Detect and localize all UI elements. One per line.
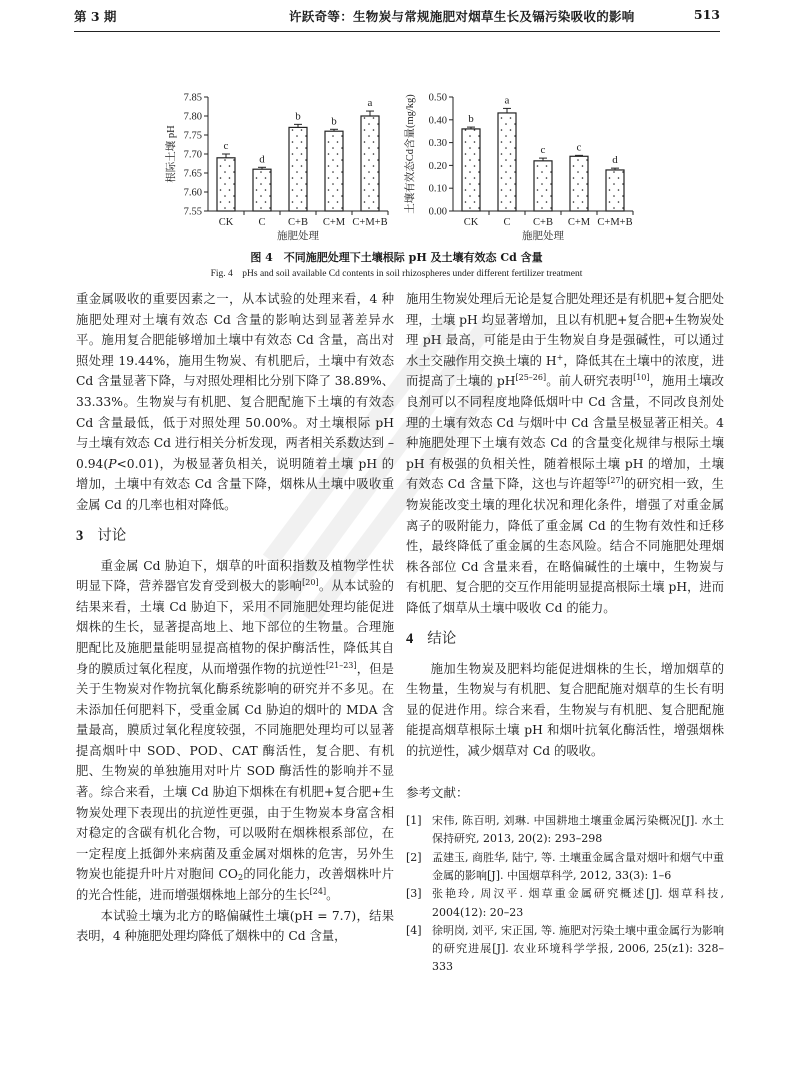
x-tick-label: C+B <box>288 217 308 228</box>
paragraph: 施加生物炭及肥料均能促进烟株的生长，增加烟草的生物量，生物炭与有机肥、复合肥配施对烟草的生长有明显的促进作用。综合来看，生物炭与有机肥、复合肥配施能提高烟草根际土壤 pH 和烟叶抗氧化酶活性，增强烟株的抗逆性，减少烟草对 Cd 的吸收。 <box>406 661 724 758</box>
y-tick-label: 0.50 <box>428 92 447 104</box>
y-tick-label: 7.80 <box>183 111 202 123</box>
citation[interactable]: [20] <box>302 578 319 588</box>
bar-CK <box>217 158 235 211</box>
section-3-heading: 3 讨论 <box>76 527 127 544</box>
reference-item: [4] 徐明岗, 刘平, 宋正国, 等. 施肥对污染土壤中重金属行为影响的研究进展[J]. 农业环境科学学报, 2006, 25(z1): 328–333 <box>406 923 724 974</box>
running-header <box>74 0 720 32</box>
significance-label: c <box>576 141 582 154</box>
figure-caption-en: Fig. 4 pHs and soil available Cd contents in soil rhizospheres under different fertilizer treatment <box>210 269 583 279</box>
bar-CK <box>462 129 480 211</box>
reference-list <box>406 812 724 977</box>
right-column <box>406 289 724 977</box>
paragraph: 重金属吸收的重要因素之一，从本试验的处理来看，4 种施肥处理对土壤有效态 Cd 含量的影响达到显著差异水平。施用复合肥能够增加土壤中有效态 Cd 含量，高出对照处理 19.44%，施用生物炭、有机肥后，土壤中有效态 Cd 含量显著下降，与对照处理相比分别下降了 38.89%、33.33%。生物炭与有机肥、复合肥配施下土壤的有效态 Cd 含量最低，低于对照处理 50.00%。对土壤根际 pH 与土壤有效态 Cd 进行相关分析发现，两者相关系数达到 –0.94(P<0.01)，为极显著负相关，说明随着土壤 pH 的增加，土壤中有效态 Cd 含量下降，烟株从土壤中吸收重金属 Cd 的几率也相对降低。 <box>76 292 394 512</box>
bar-C+M <box>325 131 343 211</box>
y-tick-label: 7.75 <box>183 130 202 142</box>
cd-bar-chart <box>405 85 645 245</box>
page-number: 513 <box>693 7 720 22</box>
significance-label: b <box>295 110 301 123</box>
reference-item: [3] 张艳玲, 周汉平. 烟草重金属研究概述[J]. 烟草科技, 2004(12): 20–23 <box>406 887 724 919</box>
y-tick-label: 0.20 <box>428 160 447 172</box>
bar-C+B <box>534 161 552 211</box>
y-tick-label: 7.70 <box>183 149 202 161</box>
significance-label: b <box>331 115 337 128</box>
bar-C <box>253 169 271 211</box>
bar-C <box>498 113 516 211</box>
x-axis-label: 施肥处理 <box>522 231 564 242</box>
bar-C+M <box>570 156 588 211</box>
y-tick-label: 7.55 <box>183 206 202 218</box>
x-tick-label: C+M+B <box>597 217 633 228</box>
x-tick-label: C+M <box>567 217 591 228</box>
significance-label: b <box>468 113 474 126</box>
section-4-heading: 4 结论 <box>406 630 457 647</box>
citation[interactable]: [25–26] <box>515 373 547 383</box>
significance-label: d <box>259 153 265 166</box>
reference-item: [2] 孟建玉, 商胜华, 陆宁, 等. 土壤重金属含量对烟叶和烟气中重金属的影响[J]. 中国烟草科学, 2012, 33(3): 1–6 <box>406 850 724 882</box>
significance-label: a <box>504 94 510 107</box>
y-axis-label: 土壤有效态Cd含量(mg/kg) <box>405 94 416 214</box>
y-tick-label: 0.10 <box>428 183 447 195</box>
citation[interactable]: [21–23] <box>325 660 357 670</box>
citation[interactable]: [27] <box>607 476 624 486</box>
x-tick-label: C+M+B <box>352 217 388 228</box>
paragraph: 本试验土壤为北方的略偏碱性土壤(pH = 7.7)，结果表明，4 种施肥处理均降低了烟株中的 Cd 含量， <box>76 908 394 944</box>
bar-C+M+B <box>606 170 624 211</box>
y-tick-label: 0.30 <box>428 138 447 150</box>
x-axis-label: 施肥处理 <box>277 231 319 242</box>
x-tick-label: C <box>258 217 266 228</box>
paragraph: 重金属 Cd 胁迫下，烟草的叶面积指数及植物学性状明显下降，营养器官发育受到极大的影响[20]。从本试验的结果来看，土壤 Cd 胁迫下，采用不同施肥处理均能促进烟株的生长，显著提高地上、地下部位的生物量。合理施肥配比及施肥量能明显提高植物的保护酶活性，降低其自身的膜质过氧化程度，从而增强作物的抗逆性[21–23]，但是关于生物炭对作物抗氧化酶系统影响的研究并不多见。在未添加任何肥料下，受重金属 Cd 胁迫的烟叶的 MDA 含量最高，膜质过氧化程度较强，不同施肥处理均可以显著提高烟叶中 SOD、POD、CAT 酶活性，复合肥、有机肥、生物炭的单独施用对叶片 SOD 酶活性的影响并不显著。综合来看，土壤 Cd 胁迫下烟株在有机肥+复合肥+生物炭处理下表现出的抗逆性更强，由于生物炭本身富含相对稳定的含碳有机化合物，可以吸附在烟株根系部位，在一定程度上抵御外来病菌及重金属对烟株的危害，另外生物炭也能提升叶片对胞间 $CO_2$的同化能力，改善烟株叶片的光合性能，进而增强烟株地上部分的生长[24]。 <box>76 558 394 903</box>
x-tick-label: C+M <box>322 217 346 228</box>
bar-C+B <box>289 127 307 211</box>
running-title: 许跃奇等：生物炭与常规施肥对烟草生长及镉污染吸收的影响 <box>289 9 635 24</box>
figure-caption-cn: 图 4 不同施肥处理下土壤根际 pH 及土壤有效态 Cd 含量 <box>250 251 543 264</box>
significance-label: c <box>540 144 546 157</box>
x-tick-label: C <box>503 217 511 228</box>
references-heading: 参考文献： <box>406 785 469 801</box>
y-tick-label: 7.65 <box>183 168 202 180</box>
significance-label: c <box>223 140 229 152</box>
citation[interactable]: [10] <box>633 373 650 383</box>
x-tick-label: CK <box>463 217 479 228</box>
left-column <box>76 289 394 947</box>
y-tick-label: 7.85 <box>183 92 202 104</box>
ph-bar-chart <box>160 85 400 245</box>
x-tick-label: C+B <box>533 217 553 228</box>
reference-item: [1] 宋伟, 陈百明, 刘琳. 中国耕地土壤重金属污染概况[J]. 水土保持研究, 2013, 20(2): 293–298 <box>406 814 724 846</box>
y-tick-label: 0.00 <box>428 206 447 218</box>
x-tick-label: CK <box>218 217 234 228</box>
y-tick-label: 7.60 <box>183 187 202 199</box>
paragraph: 施用生物炭处理后无论是复合肥处理还是有机肥+复合肥处理，土壤 pH 均显著增加，且以有机肥+复合肥+生物炭处理 pH 最高，可能是由于生物炭自身是强碱性，可以通过水土交融作用交换土壤的 H+，降低其在土壤中的浓度，进而提高了土壤的 pH[25–26]。前人研究表明[10]，施用土壤改良剂可以不同程度地降低烟叶中 Cd 含量，不同改良剂处理的土壤有效态 Cd 与烟叶中 Cd 含量呈极显著正相关。4 种施肥处理下土壤有效态 Cd 的含量变化规律与根际土壤 pH 有极强的负相关性，随着根际土壤 pH 的增加，土壤有效态 Cd 含量下降，这也与许超等[27]的研究相一致，生物炭能改变土壤的理化状况和理化条件，增强了对重金属离子的吸附能力，降低了重金属 Cd 的生物有效性和迁移性，最终降低了重金属的生态风险。结合不同施肥处理烟株各部位 Cd 含量来看，在略偏碱性的土壤中，生物炭与有机肥、复合肥的交互作用能明显提高根际土壤 pH，进而降低了烟草从土壤中吸收 Cd 的能力。 <box>406 292 724 615</box>
significance-label: a <box>367 97 373 110</box>
significance-label: d <box>612 154 618 167</box>
citation[interactable]: [24] <box>309 887 327 897</box>
y-tick-label: 0.40 <box>428 115 447 127</box>
issue-label: 第 3 期 <box>74 9 117 24</box>
y-axis-label: 根际土壤 pH <box>166 125 177 183</box>
bar-C+M+B <box>361 116 379 211</box>
